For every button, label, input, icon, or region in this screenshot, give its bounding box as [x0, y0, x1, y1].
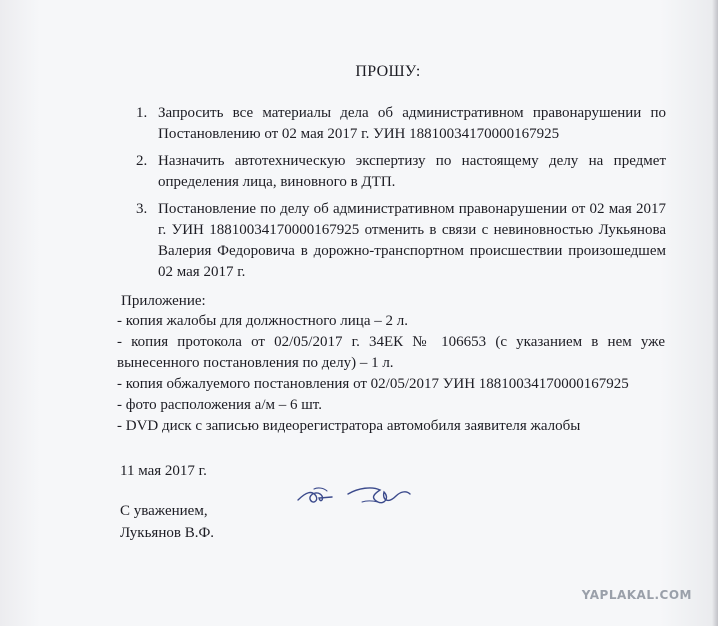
attachment-item: - копия протокола от 02/05/2017 г. 34ЕК № 106653 (с указанием в нем уже вынесенного постановления по делу) – 1 л. — [117, 334, 665, 371]
attachment-item: - копия жалобы для должностного лица – 2 л. — [117, 313, 408, 329]
request-number: 2. — [136, 153, 148, 169]
site-watermark: YAPLAKAL.COM — [581, 588, 692, 602]
signer-name: Лукьянов В.Ф. — [120, 525, 215, 541]
attachment-item: - фото расположения а/м – 6 шт. — [117, 397, 322, 413]
attachments-list — [117, 311, 665, 437]
request-text: Запросить все материалы дела об административном правонарушении по Постановлению от 02 мая 2017 г. УИН 18810034170000167925 — [158, 105, 666, 142]
document-date: 11 мая 2017 г. — [120, 463, 207, 479]
request-number: 1. — [136, 105, 148, 121]
request-item — [136, 103, 666, 145]
request-text: Назначить автотехническую экспертизу по настоящему делу на предмет определения лица, виновного в ДТП. — [158, 153, 666, 190]
request-number: 3. — [136, 201, 148, 217]
signature-block — [120, 500, 214, 544]
request-item — [136, 199, 666, 283]
page-edge-shadow — [712, 0, 718, 626]
attachments-heading: Приложение: — [121, 293, 206, 309]
attachment-item: - копия обжалуемого постановления от 02/05/2017 УИН 18810034170000167925 — [117, 376, 629, 392]
request-text: Постановление по делу об административном правонарушении от 02 мая 2017 г. УИН 18810034170000167925 отменить в связи с невиновностью Лукьянова Валерия Федоровича в дорожно-транспортном происшествии произошедшем 02 мая 2017 г. — [158, 201, 666, 280]
request-heading: ПРОШУ: — [355, 63, 421, 80]
attachment-item: - DVD диск с записью видеорегистратора автомобиля заявителя жалобы — [117, 418, 581, 434]
closing-phrase: С уважением, — [120, 503, 208, 519]
handwritten-signature — [292, 478, 422, 514]
requests-list — [136, 103, 666, 289]
request-item — [136, 151, 666, 193]
